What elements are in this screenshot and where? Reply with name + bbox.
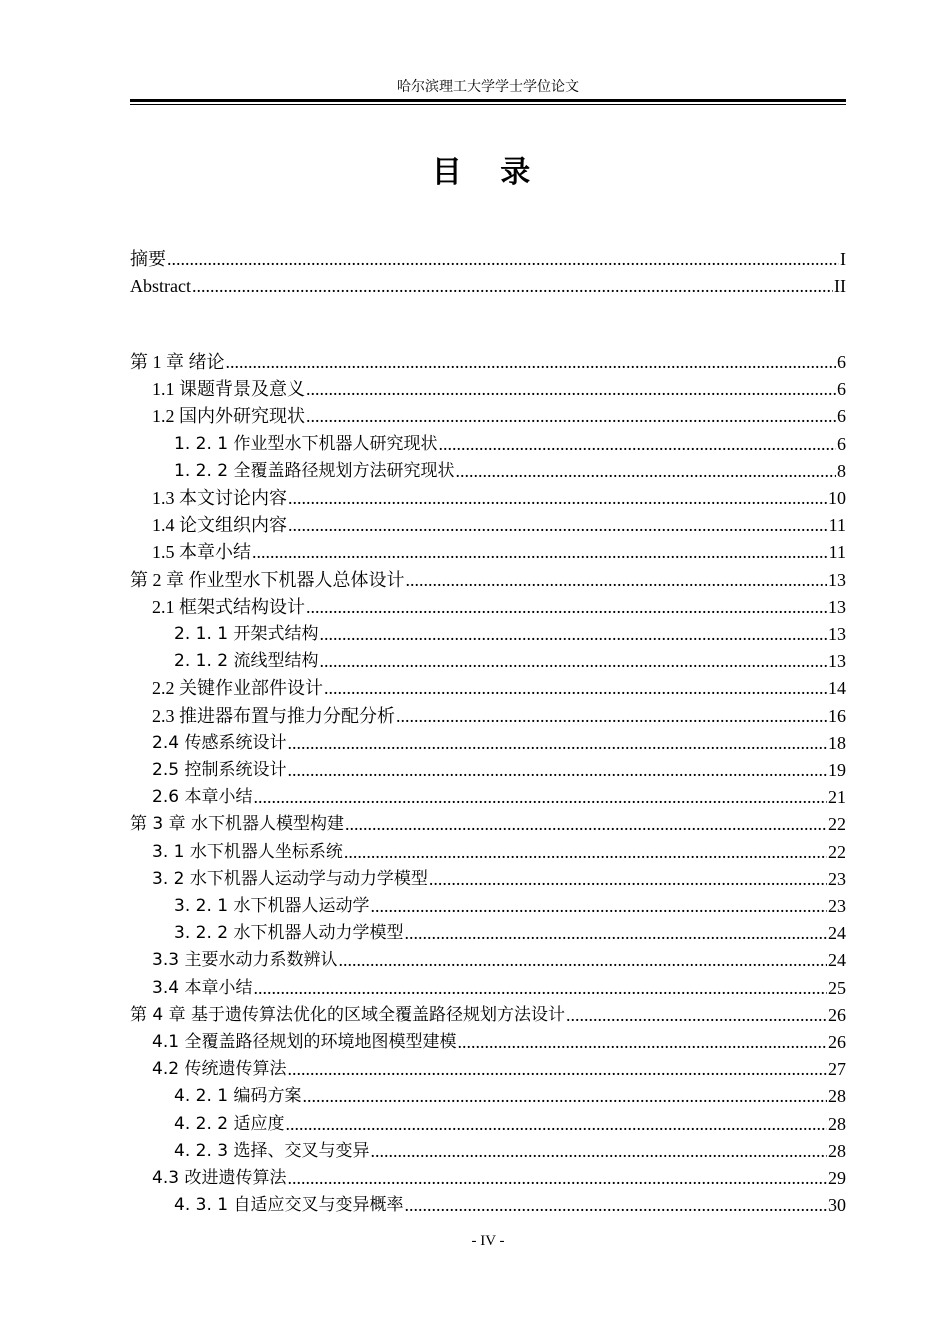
toc-entry-label: 1. 2. 2 全覆盖路径规划方法研究现状: [174, 460, 455, 481]
toc-entry[interactable]: [130, 428, 846, 455]
toc-entry-label: 4. 3. 1 自适应交叉与变异概率: [174, 1195, 404, 1216]
toc-entry-label: 摘要: [130, 249, 166, 269]
toc-leader-dots: [288, 514, 828, 536]
toc-entry[interactable]: [130, 564, 846, 591]
toc-entry[interactable]: [130, 618, 846, 645]
toc-entry-page: 6: [837, 433, 846, 454]
toc-entry-label: 2. 1. 1 开架式结构: [174, 624, 319, 644]
toc-entry[interactable]: [130, 591, 846, 618]
toc-leader-dots: [344, 841, 827, 863]
toc-entry-page: 8: [837, 460, 846, 481]
toc-leader-dots: [302, 1085, 827, 1107]
toc-leader-dots: [370, 895, 827, 917]
toc-entry-label: 第 1 章 绪论: [130, 352, 225, 372]
toc-leader-dots: [306, 405, 836, 427]
toc-entry[interactable]: [130, 536, 846, 563]
toc-leader-dots: [566, 1004, 827, 1026]
toc-leader-dots: [396, 705, 827, 727]
toc-leader-dots: [306, 378, 836, 400]
toc-entry-page: 18: [828, 732, 846, 753]
toc-entry[interactable]: [130, 1026, 846, 1053]
toc-entry-page: 23: [828, 868, 846, 889]
toc-entry-page: 27: [828, 1059, 846, 1080]
toc-entry-page: 30: [828, 1195, 846, 1216]
toc-entry-label: 2.1 框架式结构设计: [152, 596, 305, 617]
toc-entry[interactable]: [130, 270, 846, 297]
toc-leader-dots: [253, 977, 827, 999]
toc-entry-label: 1. 2. 1 作业型水下机器人研究现状: [174, 433, 438, 454]
toc-entry[interactable]: [130, 808, 846, 835]
toc-entry-page: 23: [828, 896, 846, 916]
toc-leader-dots: [253, 786, 827, 808]
toc-leader-dots: [319, 650, 827, 672]
toc-entry[interactable]: [130, 836, 846, 863]
toc-entry-label: 1.1 课题背景及意义: [152, 379, 305, 400]
toc-entry[interactable]: [130, 509, 846, 536]
toc-entry-label: 第 4 章 基于遗传算法优化的区域全覆盖路径规划方法设计: [130, 1004, 566, 1025]
toc-entry[interactable]: [130, 944, 846, 971]
toc-entry-page: 26: [828, 1004, 846, 1025]
toc-leader-dots: [287, 732, 827, 754]
toc-entry[interactable]: [130, 700, 846, 727]
toc-entry-page: 22: [828, 841, 846, 862]
toc-entry[interactable]: [130, 1108, 846, 1135]
toc-entry-page: 13: [828, 569, 846, 590]
toc-entry[interactable]: [130, 1162, 846, 1189]
toc-entry[interactable]: [130, 373, 846, 400]
toc-entry[interactable]: [130, 400, 846, 427]
toc-entry-label: 2.2 关键作业部件设计: [152, 678, 323, 699]
toc-entry-label: 1.4 论文组织内容: [152, 515, 287, 536]
toc-leader-dots: [285, 1113, 827, 1135]
toc-leader-dots: [406, 569, 828, 591]
toc-entry[interactable]: [130, 455, 846, 482]
toc-entry-label: 4. 2. 1 编码方案: [174, 1086, 302, 1107]
toc-leader-dots: [438, 433, 836, 455]
toc-entry-page: 28: [828, 1113, 846, 1134]
toc-entry[interactable]: [130, 781, 846, 808]
toc-entry-page: 13: [828, 624, 846, 644]
toc-leader-dots: [252, 541, 828, 563]
toc-entry-page: 16: [828, 705, 846, 726]
toc-entry-label: 第 3 章 水下机器人模型构建: [130, 814, 345, 835]
toc-entry-page: 11: [828, 542, 846, 563]
toc-entry[interactable]: [130, 863, 846, 890]
page-title: 目 录: [431, 155, 545, 190]
toc-entry-page: 14: [828, 678, 846, 699]
toc-entry-label: 2. 1. 2 流线型结构: [174, 651, 319, 672]
toc-entry-label: 3. 2. 2 水下机器人动力学模型: [174, 923, 404, 944]
toc-entry-label: 1.2 国内外研究现状: [152, 406, 305, 427]
toc-entry[interactable]: [130, 972, 846, 999]
header-rule-thick: [130, 99, 846, 102]
toc-entry-page: 10: [828, 488, 846, 508]
toc-entry-page: 28: [828, 1086, 846, 1107]
toc-entry-label: 3.4 本章小结: [152, 977, 253, 998]
toc-entry-label: 2.3 推进器布置与推力分配分析: [152, 705, 395, 726]
toc-leader-dots: [345, 813, 827, 835]
toc-entry-label: 第 2 章 作业型水下机器人总体设计: [130, 569, 405, 590]
toc-leader-dots: [167, 248, 839, 270]
toc-entry-label: 2.6 本章小结: [152, 787, 253, 808]
toc-entry-page: 19: [828, 760, 846, 780]
toc-entry[interactable]: [130, 645, 846, 672]
toc-entry-page: 29: [828, 1168, 846, 1188]
toc-leader-dots: [455, 460, 836, 482]
toc-leader-dots: [370, 1140, 827, 1162]
toc-entry-label: 1.5 本章小结: [152, 542, 251, 563]
toc-leader-dots: [457, 1031, 827, 1053]
toc-leader-dots: [404, 1194, 827, 1216]
toc-entry-page: I: [840, 249, 846, 269]
toc-leader-dots: [429, 868, 827, 890]
toc-entry-page: 21: [828, 787, 846, 808]
toc-entry[interactable]: [130, 346, 846, 373]
toc-leader-dots: [287, 1167, 827, 1189]
toc-entry-page: 28: [828, 1140, 846, 1161]
toc-entry-label: 3.3 主要水动力系数辨认: [152, 950, 338, 971]
toc-entry-page: 26: [828, 1032, 846, 1052]
toc-entry[interactable]: [130, 999, 846, 1026]
toc-entry-page: 11: [828, 515, 846, 536]
toc-leader-dots: [192, 275, 833, 297]
toc-leader-dots: [287, 1058, 827, 1080]
toc-leader-dots: [404, 922, 827, 944]
toc-entry-page: 6: [837, 379, 846, 400]
toc-entry-label: 3. 2 水下机器人运动学与动力学模型: [152, 868, 428, 889]
toc-entry-page: 13: [828, 651, 846, 672]
toc-entry[interactable]: [130, 1189, 846, 1216]
toc-entry-label: 2.5 控制系统设计: [152, 760, 287, 780]
toc-entry-page: 6: [837, 406, 846, 427]
toc-entry[interactable]: [130, 890, 846, 917]
toc-entry-page: II: [834, 276, 846, 296]
header-rule-thin: [130, 104, 846, 105]
toc-leader-dots: [288, 487, 827, 509]
page-number: - IV -: [471, 1233, 505, 1249]
toc-entry[interactable]: [130, 1080, 846, 1107]
toc-entry-label: 4. 2. 3 选择、交叉与变异: [174, 1140, 370, 1161]
toc-leader-dots: [338, 949, 827, 971]
toc-entry-label: 4. 2. 2 适应度: [174, 1113, 285, 1134]
toc-entry[interactable]: [130, 482, 846, 509]
toc-entry[interactable]: [130, 1053, 846, 1080]
toc-entry-label: 4.3 改进遗传算法: [152, 1168, 287, 1188]
toc-entry-page: 6: [837, 352, 846, 372]
toc-entry-label: Abstract: [130, 276, 191, 296]
toc-entry[interactable]: [130, 917, 846, 944]
toc-entry-label: 4.2 传统遗传算法: [152, 1059, 287, 1080]
toc-entry-page: 24: [828, 950, 846, 971]
toc-entry-label: 1.3 本文讨论内容: [152, 488, 287, 508]
toc-leader-dots: [319, 623, 827, 645]
toc-entry-label: 4.1 全覆盖路径规划的环境地图模型建模: [152, 1032, 457, 1052]
toc-leader-dots: [287, 759, 827, 781]
toc-entry[interactable]: [130, 1135, 846, 1162]
toc-entry-label: 3. 1 水下机器人坐标系统: [152, 841, 343, 862]
toc-entry[interactable]: [130, 727, 846, 754]
toc-leader-dots: [324, 677, 827, 699]
toc-entry[interactable]: [130, 672, 846, 699]
toc-entry-label: 3. 2. 1 水下机器人运动学: [174, 896, 370, 916]
toc-entry[interactable]: [130, 243, 846, 270]
toc-entry[interactable]: [130, 754, 846, 781]
running-header: 哈尔滨理工大学学士学位论文: [397, 80, 579, 95]
toc-entry-page: 22: [828, 814, 846, 835]
toc-entry-page: 25: [828, 977, 846, 998]
toc-leader-dots: [306, 596, 827, 618]
toc-entry-page: 13: [828, 596, 846, 617]
toc-leader-dots: [226, 351, 837, 373]
toc-entry-page: 24: [828, 923, 846, 944]
toc-entry-label: 2.4 传感系统设计: [152, 732, 287, 753]
